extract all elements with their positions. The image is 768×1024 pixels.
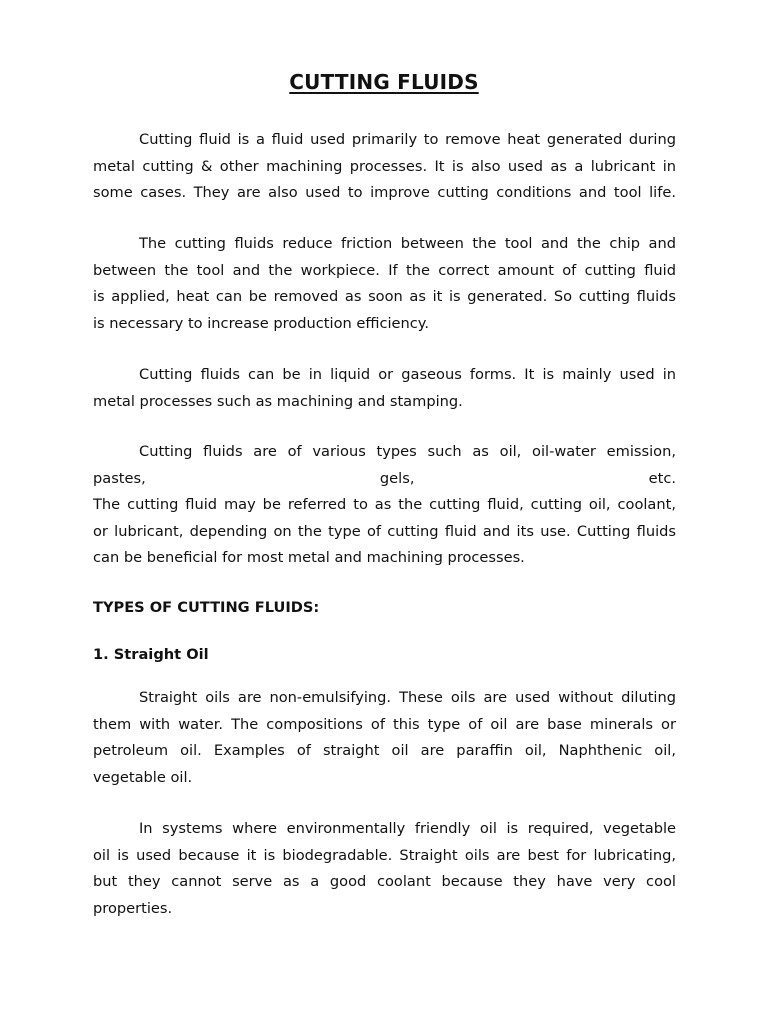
paragraph-3-line-2: metal processes such as machining and stamping. [93, 392, 463, 410]
paragraph-6 [93, 816, 676, 922]
paragraph-5-line-1: Straight oils are non-emulsifying. These oils are used without diluting [139, 689, 676, 706]
paragraph-6-line-3: but they cannot serve as a good coolant because they have very cool [93, 873, 676, 890]
paragraph-4-line-3: The cutting fluid may be referred to as the cutting fluid, cutting oil, coolant, [93, 496, 676, 513]
paragraph-3-line-1: Cutting fluids can be in liquid or gaseous forms. It is mainly used in [139, 366, 676, 383]
paragraph-2-line-1: The cutting fluids reduce friction between the tool and the chip and [139, 235, 676, 252]
paragraph-6-line-2: oil is used because it is biodegradable. Straight oils are best for lubricating, [93, 846, 676, 864]
paragraph-5-line-2: them with water. The compositions of this type of oil are base minerals or [93, 715, 676, 733]
paragraph-4-line-1: Cutting fluids are of various types such as oil, oil-water emission, [139, 443, 676, 460]
paragraph-2 [93, 231, 676, 337]
paragraph-3 [93, 362, 676, 415]
paragraph-1 [93, 127, 676, 207]
paragraph-4-word-etc: etc. [648, 469, 676, 487]
paragraph-5 [93, 685, 676, 791]
paragraph-2-line-2: between the tool and the workpiece. If the correct amount of cutting fluid [93, 261, 676, 279]
paragraph-4-line-5: can be beneficial for most metal and machining processes. [93, 549, 525, 566]
paragraph-2-line-3: is applied, heat can be removed as soon as it is generated. So cutting fluids [93, 288, 676, 305]
section-1-heading: 1. Straight Oil [93, 646, 209, 663]
paragraph-6-line-4: properties. [93, 899, 173, 917]
paragraph-4 [93, 439, 676, 572]
paragraph-2-line-4: is necessary to increase production efficiency. [93, 314, 430, 332]
document-title: CUTTING FLUIDS [289, 70, 479, 94]
paragraph-1-line-3: some cases. They are also used to improve cutting conditions and tool life. [93, 184, 676, 201]
paragraph-5-line-4: vegetable oil. [93, 768, 193, 786]
paragraph-4-word-pastes: pastes, [93, 469, 146, 487]
paragraph-4-line-2 [93, 466, 676, 493]
paragraph-1-line-2: metal cutting & other machining processes. It is also used as a lubricant in [93, 157, 676, 175]
paragraph-4-word-gels: gels, [379, 469, 415, 487]
types-heading: TYPES OF CUTTING FLUIDS: [93, 599, 320, 616]
paragraph-1-line-1: Cutting fluid is a fluid used primarily to remove heat generated during [139, 131, 676, 148]
paragraph-4-line-4: or lubricant, depending on the type of cutting fluid and its use. Cutting fluids [93, 522, 676, 540]
paragraph-6-line-1: In systems where environmentally friendly oil is required, vegetable [139, 820, 676, 837]
paragraph-5-line-3: petroleum oil. Examples of straight oil are paraffin oil, Naphthenic oil, [93, 742, 676, 759]
